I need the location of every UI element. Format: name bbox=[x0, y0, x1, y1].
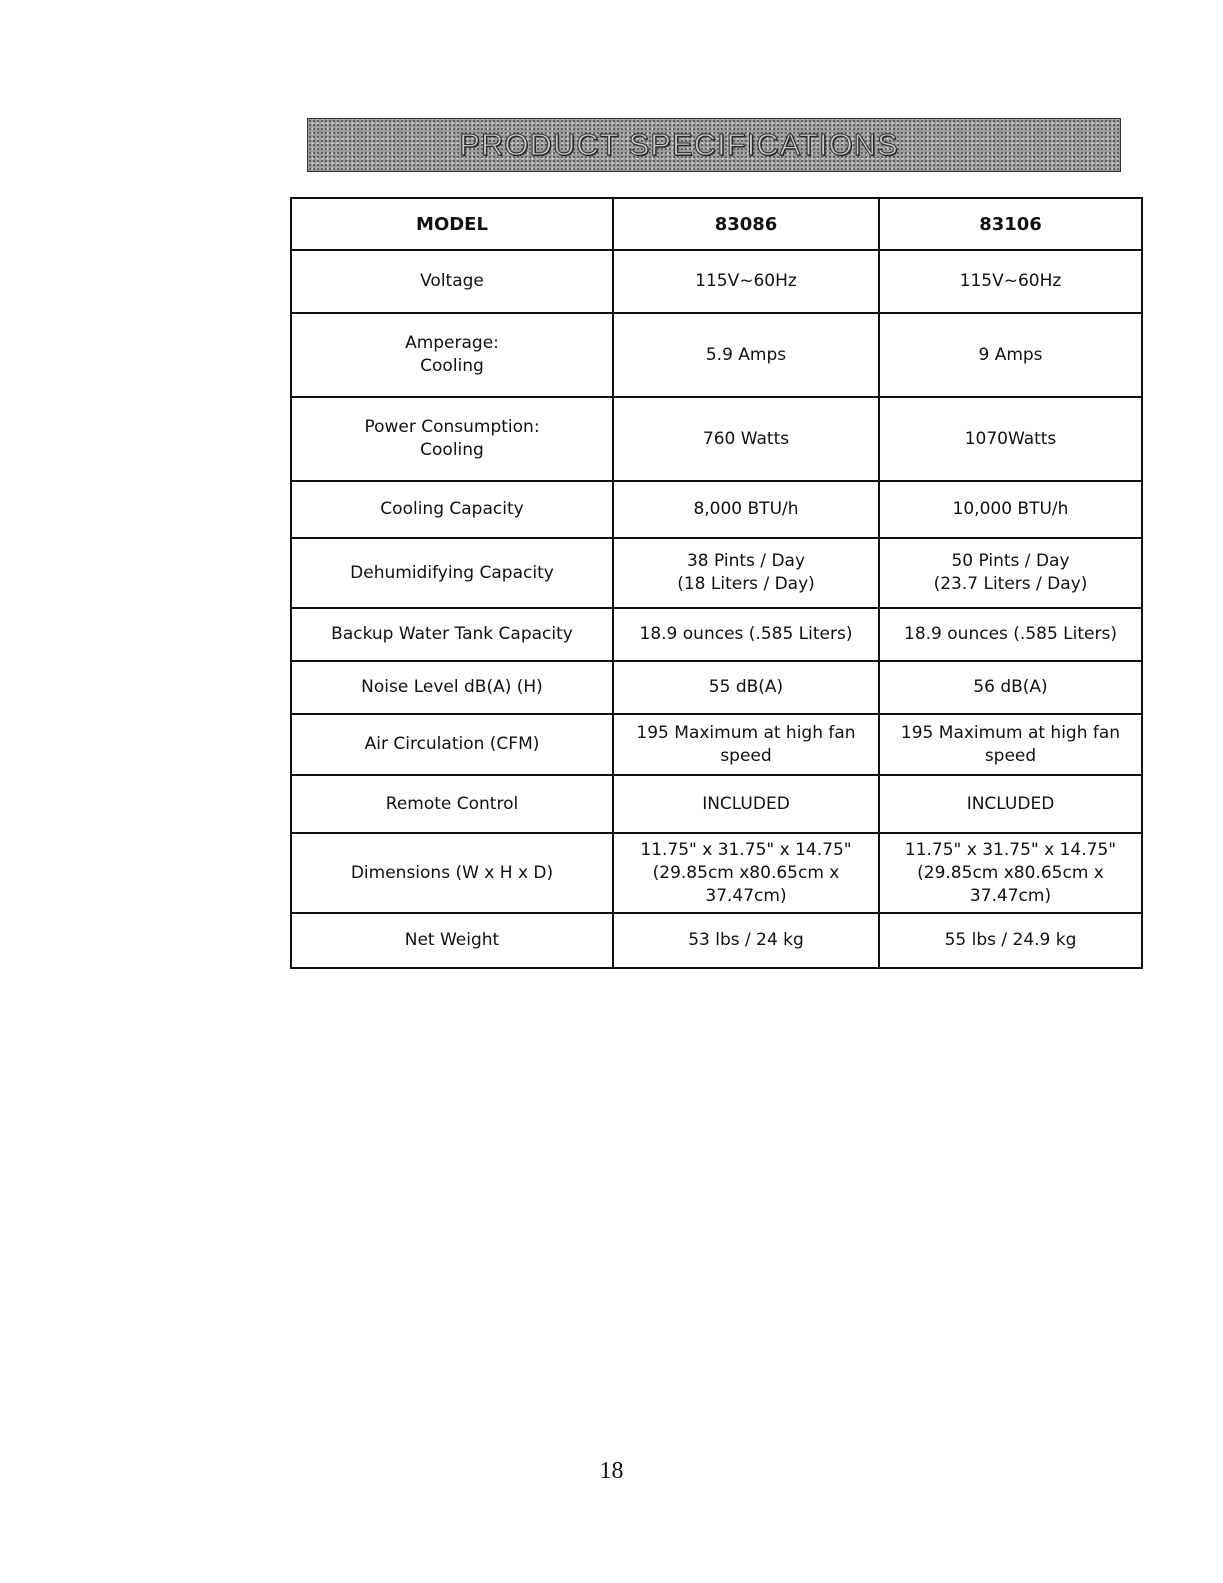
table-row bbox=[291, 775, 1142, 833]
table-header-row bbox=[291, 198, 1142, 250]
table-row bbox=[291, 250, 1142, 313]
row-value-model-1: 195 Maximum at high fan speed bbox=[613, 714, 879, 775]
table-row bbox=[291, 313, 1142, 397]
page-number: 18 bbox=[599, 1458, 624, 1484]
row-value-model-1: 38 Pints / Day (18 Liters / Day) bbox=[613, 538, 879, 608]
row-value-model-2: 18.9 ounces (.585 Liters) bbox=[879, 608, 1142, 661]
table-row bbox=[291, 913, 1142, 968]
row-value-model-1: 18.9 ounces (.585 Liters) bbox=[613, 608, 879, 661]
section-title: PRODUCT SPECIFICATIONS bbox=[459, 127, 899, 162]
row-value-model-1: 115V~60Hz bbox=[613, 250, 879, 313]
row-value-model-1: INCLUDED bbox=[613, 775, 879, 833]
row-value-model-2: 115V~60Hz bbox=[879, 250, 1142, 313]
row-label: Air Circulation (CFM) bbox=[291, 714, 613, 775]
row-label: Power Consumption: Cooling bbox=[291, 397, 613, 481]
header-cell-label: MODEL bbox=[291, 198, 613, 250]
row-value-model-1: 8,000 BTU/h bbox=[613, 481, 879, 538]
row-value-model-2: 9 Amps bbox=[879, 313, 1142, 397]
row-value-model-1: 5.9 Amps bbox=[613, 313, 879, 397]
row-value-model-2: 50 Pints / Day (23.7 Liters / Day) bbox=[879, 538, 1142, 608]
row-value-model-2: INCLUDED bbox=[879, 775, 1142, 833]
row-value-model-2: 11.75" x 31.75" x 14.75" (29.85cm x80.65cm x 37.47cm) bbox=[879, 833, 1142, 913]
table-row bbox=[291, 397, 1142, 481]
row-value-model-1: 11.75" x 31.75" x 14.75" (29.85cm x80.65cm x 37.47cm) bbox=[613, 833, 879, 913]
table-row bbox=[291, 608, 1142, 661]
row-label: Backup Water Tank Capacity bbox=[291, 608, 613, 661]
table-row bbox=[291, 538, 1142, 608]
table-row bbox=[291, 833, 1142, 913]
header-cell-model-2: 83106 bbox=[879, 198, 1142, 250]
row-value-model-1: 55 dB(A) bbox=[613, 661, 879, 714]
row-value-model-2: 10,000 BTU/h bbox=[879, 481, 1142, 538]
row-label: Dimensions (W x H x D) bbox=[291, 833, 613, 913]
section-banner bbox=[307, 118, 1121, 172]
row-value-model-2: 56 dB(A) bbox=[879, 661, 1142, 714]
header-cell-model-1: 83086 bbox=[613, 198, 879, 250]
table-row bbox=[291, 481, 1142, 538]
specifications-table bbox=[290, 197, 1143, 969]
row-label: Dehumidifying Capacity bbox=[291, 538, 613, 608]
row-label: Noise Level dB(A) (H) bbox=[291, 661, 613, 714]
row-value-model-2: 1070Watts bbox=[879, 397, 1142, 481]
table-row bbox=[291, 714, 1142, 775]
table-row bbox=[291, 661, 1142, 714]
row-label: Cooling Capacity bbox=[291, 481, 613, 538]
row-value-model-2: 55 lbs / 24.9 kg bbox=[879, 913, 1142, 968]
row-label: Net Weight bbox=[291, 913, 613, 968]
row-label: Voltage bbox=[291, 250, 613, 313]
row-label: Amperage: Cooling bbox=[291, 313, 613, 397]
row-value-model-1: 760 Watts bbox=[613, 397, 879, 481]
row-value-model-2: 195 Maximum at high fan speed bbox=[879, 714, 1142, 775]
row-label: Remote Control bbox=[291, 775, 613, 833]
row-value-model-1: 53 lbs / 24 kg bbox=[613, 913, 879, 968]
